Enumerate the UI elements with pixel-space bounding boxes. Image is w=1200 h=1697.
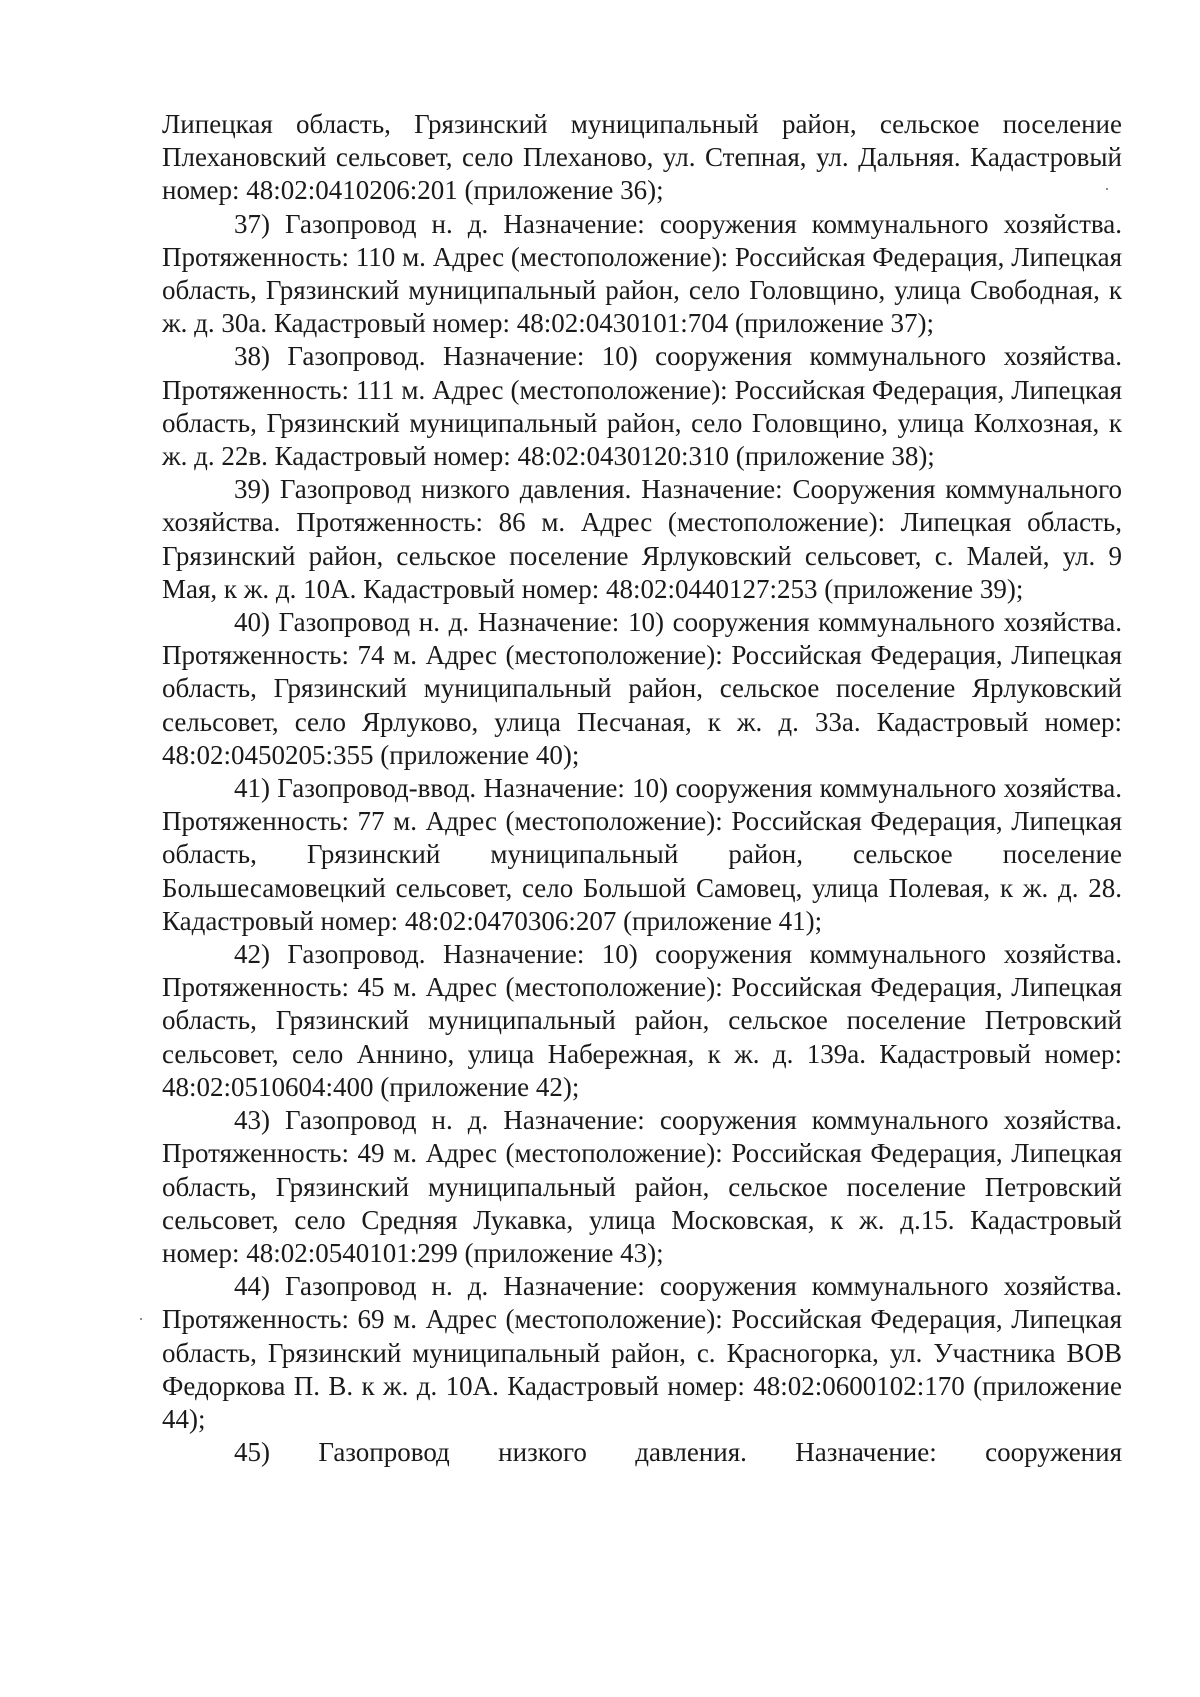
scan-speck-right — [1106, 188, 1108, 190]
scan-speck-left — [140, 1318, 142, 1320]
paragraph-continuation: Липецкая область, Грязинский муниципальный район, сельское поселение Плехановский сельсовет, село Плеханово, ул. Степная, ул. Дальняя. Кадастровый номер: 48:02:0410206:201 (приложение 36); — [162, 109, 1122, 206]
list-item-38: 38) Газопровод. Назначение: 10) сооружения коммунального хозяйства. Протяженность: 111 м. Адрес (местоположение): Российская Федерация, Липецкая область, Грязинский муниципальный район, село Головщино, улица Колхозная, к ж. д. 22в. Кадастровый номер: 48:02:0430120:310 (приложение 38); — [162, 341, 1122, 472]
list-item-45: 45) Газопровод низкого давления. Назначение: сооружения — [234, 1437, 1122, 1468]
list-item-43: 43) Газопровод н. д. Назначение: сооружения коммунального хозяйства. Протяженность: 49 м. Адрес (местоположение): Российская Федерация, Липецкая область, Грязинский муниципальный район, сельское поселение Петровский сельсовет, село Средняя Лукавка, улица Московская, к ж. д.15. Кадастровый номер: 48:02:0540101:299 (приложение 43); — [162, 1105, 1122, 1268]
list-item-39: 39) Газопровод низкого давления. Назначение: Сооружения коммунального хозяйства. Протяженность: 86 м. Адрес (местоположение): Липецкая область, Грязинский район, сельское поселение Ярлуковский сельсовет, с. Малей, ул. 9 Мая, к ж. д. 10А. Кадастровый номер: 48:02:0440127:253 (приложение 39); — [162, 474, 1122, 604]
list-item-40: 40) Газопровод н. д. Назначение: 10) сооружения коммунального хозяйства. Протяженность: 74 м. Адрес (местоположение): Российская Федерация, Липецкая область, Грязинский муниципальный район, сельское поселение Ярлуковский сельсовет, село Ярлуково, улица Песчаная, к ж. д. 33а. Кадастровый номер: 48:02:0450205:355 (приложение 40); — [162, 607, 1122, 770]
list-item-41: 41) Газопровод-ввод. Назначение: 10) сооружения коммунального хозяйства. Протяженность: 77 м. Адрес (местоположение): Российская Федерация, Липецкая область, Грязинский муниципальный район, сельское поселение Большесамовецкий сельсовет, село Большой Самовец, улица Полевая, к ж. д. 28. Кадастровый номер: 48:02:0470306:207 (приложение 41); — [162, 773, 1122, 936]
list-item-37: 37) Газопровод н. д. Назначение: сооружения коммунального хозяйства. Протяженность: 110 м. Адрес (местоположение): Российская Федерация, Липецкая область, Грязинский муниципальный район, село Головщино, улица Свободная, к ж. д. 30а. Кадастровый номер: 48:02:0430101:704 (приложение 37); — [162, 208, 1122, 339]
list-item-44: 44) Газопровод н. д. Назначение: сооружения коммунального хозяйства. Протяженность: 69 м. Адрес (местоположение): Российская Федерация, Липецкая область, Грязинский муниципальный район, с. Красногорка, ул. Участника ВОВ Федоркова П. В. к ж. д. 10А. Кадастровый номер: 48:02:0600102:170 (приложение 44); — [162, 1271, 1122, 1434]
document-body — [162, 108, 1122, 1469]
list-item-42: 42) Газопровод. Назначение: 10) сооружения коммунального хозяйства. Протяженность: 45 м. Адрес (местоположение): Российская Федерация, Липецкая область, Грязинский муниципальный район, сельское поселение Петровский сельсовет, село Аннино, улица Набережная, к ж. д. 139а. Кадастровый номер: 48:02:0510604:400 (приложение 42); — [162, 939, 1122, 1102]
